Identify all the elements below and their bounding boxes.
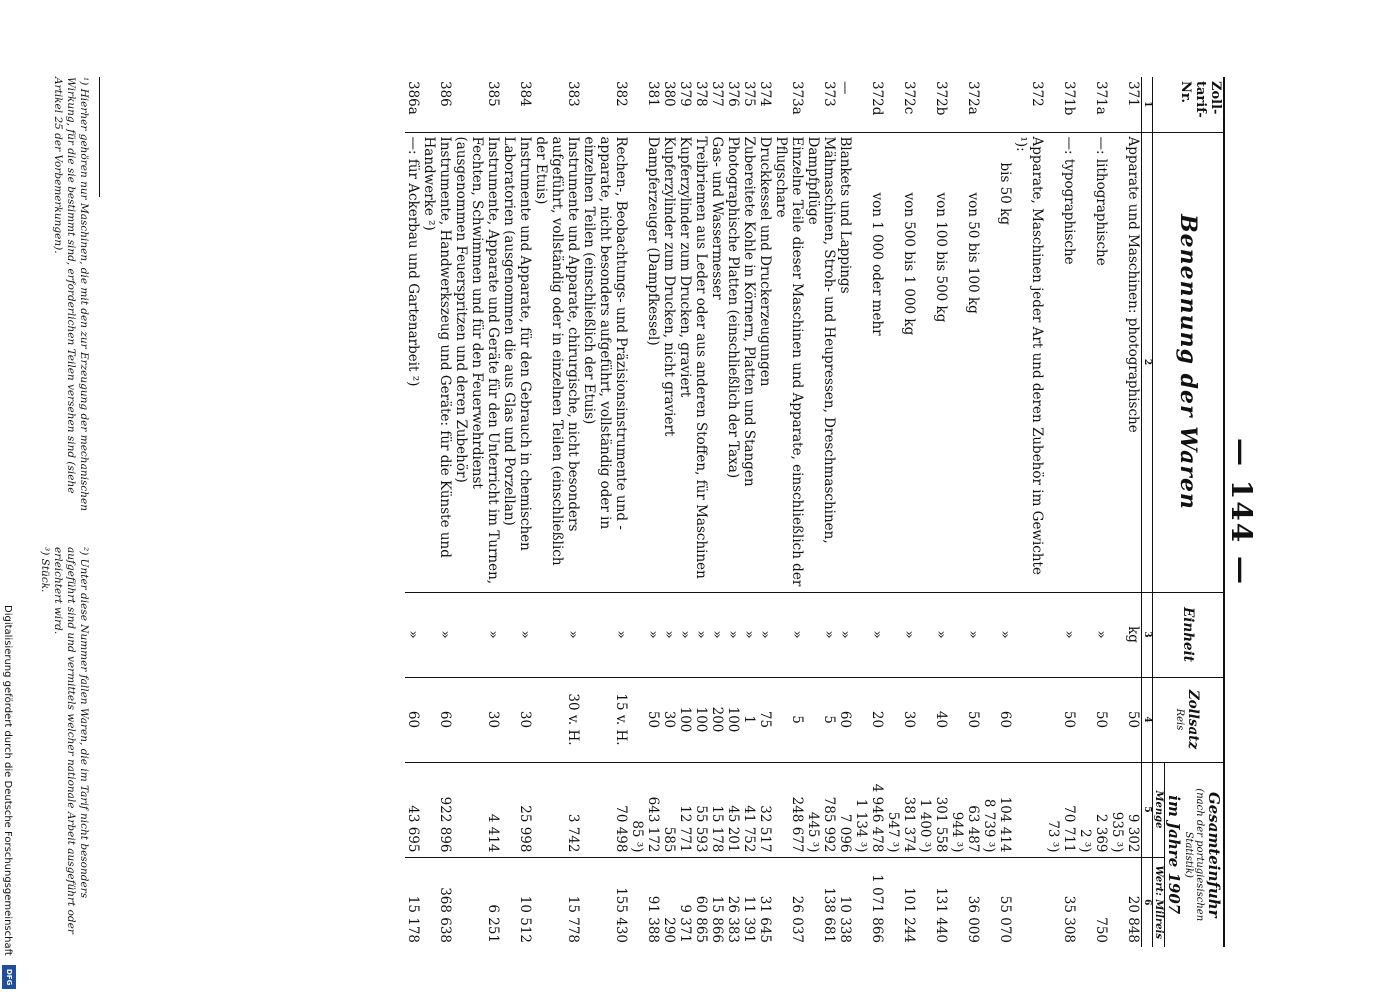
row-quantity: 381 374 547 ³) bbox=[885, 762, 917, 857]
colnum-6: 6 bbox=[1142, 857, 1153, 947]
row-value: 368 638 bbox=[421, 857, 453, 947]
row-value: 11 391 bbox=[741, 857, 757, 947]
row-nr: 384 bbox=[517, 81, 533, 107]
header-import-year: im Jahre 1907 bbox=[1165, 795, 1183, 915]
row-value: 60 865 bbox=[693, 857, 709, 947]
row-rate: 30 v. H. bbox=[533, 677, 581, 762]
row-quantity: 70 711 73 ³) bbox=[1045, 762, 1077, 857]
row-rate: 30 bbox=[885, 677, 917, 762]
row-value: 1 071 866 bbox=[853, 857, 885, 947]
row-description: Einzelne Teile dieser Maschinen und Apparate, einschließlich der Pflugschare bbox=[773, 132, 805, 592]
table-row bbox=[533, 77, 581, 947]
row-rate: 100 bbox=[693, 677, 709, 762]
row-quantity: 43 695 bbox=[405, 762, 421, 857]
row-quantity: 301 558 1 400 ³) bbox=[917, 762, 949, 857]
tariff-table bbox=[405, 77, 1225, 947]
row-nr: 386 bbox=[437, 81, 453, 107]
row-nr: 380 bbox=[661, 81, 677, 107]
row-value: 750 bbox=[1077, 857, 1109, 947]
row-nr: 372 bbox=[1029, 81, 1045, 107]
row-quantity bbox=[1013, 762, 1045, 857]
row-rate: 30 bbox=[501, 677, 533, 762]
row-unit: » bbox=[885, 592, 917, 677]
row-rate: 75 bbox=[757, 677, 773, 762]
row-unit: » bbox=[757, 592, 773, 677]
header-nr: Zoll- tarif- Nr. bbox=[1153, 77, 1225, 132]
table-row bbox=[677, 77, 693, 947]
table-row bbox=[629, 77, 661, 947]
table-row bbox=[981, 77, 1013, 947]
row-value: 155 430 bbox=[581, 857, 629, 947]
row-quantity: 922 896 bbox=[421, 762, 453, 857]
row-unit: » bbox=[949, 592, 981, 677]
table-row bbox=[501, 77, 533, 947]
row-value: 20 848 bbox=[1109, 857, 1142, 947]
table-row bbox=[693, 77, 709, 947]
row-value: 6 251 bbox=[453, 857, 501, 947]
table-row bbox=[853, 77, 885, 947]
row-nr: 375 bbox=[741, 81, 757, 107]
row-value: 10 512 bbox=[501, 857, 533, 947]
row-nr: 379 bbox=[677, 81, 693, 107]
row-quantity: 4 414 bbox=[453, 762, 501, 857]
table-body bbox=[405, 77, 1142, 947]
row-unit: » bbox=[661, 592, 677, 677]
row-value: 55 070 bbox=[981, 857, 1013, 947]
row-value: 138 681 bbox=[805, 857, 837, 947]
row-unit: » bbox=[453, 592, 501, 677]
row-nr: 385 bbox=[485, 81, 501, 107]
row-description: Instrumente, Handwerkszeug und Geräte: für die Künste und Handwerke ²) bbox=[421, 132, 453, 592]
row-nr: 374 bbox=[757, 81, 773, 107]
row-quantity: 2 369 2 ³) bbox=[1077, 762, 1109, 857]
table-row bbox=[1077, 77, 1109, 947]
table-row bbox=[581, 77, 629, 947]
row-description: Gas- und Wassermesser bbox=[709, 132, 725, 592]
row-nr: 372b bbox=[933, 81, 949, 116]
row-quantity: 4 946 478 1 134 ³) bbox=[853, 762, 885, 857]
row-quantity: 104 414 8 739 ³) bbox=[981, 762, 1013, 857]
row-rate: 100 bbox=[677, 677, 693, 762]
header-import-sub: (nach der portugiesischen Statistik) bbox=[1183, 788, 1205, 922]
table-row bbox=[949, 77, 981, 947]
row-value: 26 037 bbox=[773, 857, 805, 947]
row-rate: 60 bbox=[837, 677, 853, 762]
row-description: Druckkessel und Druckerzeugungen bbox=[757, 132, 773, 592]
row-value: 35 308 bbox=[1045, 857, 1077, 947]
row-description: Kupferzylinder zum Drucken, graviert bbox=[677, 132, 693, 592]
row-rate: 50 bbox=[629, 677, 661, 762]
row-description: Photographische Platten (einschließlich der Taxa) bbox=[725, 132, 741, 592]
row-nr: — bbox=[837, 81, 853, 95]
colnum-3: 3 bbox=[1142, 592, 1153, 677]
row-rate: 100 bbox=[725, 677, 741, 762]
header-import-title: Gesamteinfuhr bbox=[1205, 791, 1223, 918]
row-value: 131 440 bbox=[917, 857, 949, 947]
row-nr: 381 bbox=[645, 81, 661, 107]
row-rate: 60 bbox=[981, 677, 1013, 762]
row-unit: » bbox=[709, 592, 725, 677]
row-description: Mähmaschinen, Stroh- und Heupressen, Dreschmaschinen, Dampfpflüge bbox=[805, 132, 837, 592]
table-row bbox=[421, 77, 453, 947]
table-row bbox=[741, 77, 757, 947]
header-rate-label: Zollsatz bbox=[1185, 689, 1202, 750]
row-unit: » bbox=[805, 592, 837, 677]
rotated-page bbox=[0, 42, 1270, 982]
row-rate: 60 bbox=[405, 677, 421, 762]
row-rate: 20 bbox=[853, 677, 885, 762]
row-unit: » bbox=[405, 592, 421, 677]
row-unit: » bbox=[853, 592, 885, 677]
row-unit: kg bbox=[1109, 592, 1142, 677]
row-quantity: 12 771 bbox=[677, 762, 693, 857]
row-nr: 371b bbox=[1061, 81, 1077, 116]
row-value: 15 178 bbox=[405, 857, 421, 947]
header-rate bbox=[1153, 677, 1225, 762]
row-nr bbox=[981, 77, 1013, 132]
header-quantity: Menge bbox=[1153, 762, 1165, 857]
row-description: Instrumente, Apparate und Geräte für den Unterricht im Turnen, Fechten, Schwimmen und für den Feuerwehrdienst (ausgenommen Feuerspritzen und deren Zubehör) bbox=[453, 132, 501, 592]
table-row bbox=[773, 77, 805, 947]
row-rate: 30 bbox=[453, 677, 501, 762]
row-quantity: 7 096 bbox=[837, 762, 853, 857]
table-row bbox=[661, 77, 677, 947]
row-nr: 377 bbox=[709, 81, 725, 107]
row-rate: 1 bbox=[741, 677, 757, 762]
row-nr: 382 bbox=[613, 81, 629, 107]
row-rate: 200 bbox=[709, 677, 725, 762]
row-rate: 50 bbox=[1109, 677, 1142, 762]
row-description: Blankets und Lappings bbox=[837, 132, 853, 592]
row-rate: 15 v. H. bbox=[581, 677, 629, 762]
header-description: Benennung der Waren bbox=[1153, 132, 1225, 592]
row-unit: » bbox=[917, 592, 949, 677]
row-value: 91 388 bbox=[629, 857, 661, 947]
row-rate: 50 bbox=[949, 677, 981, 762]
row-nr: 371 bbox=[1125, 81, 1141, 107]
table-row bbox=[725, 77, 741, 947]
row-rate: 40 bbox=[917, 677, 949, 762]
table-row bbox=[1109, 77, 1142, 947]
header-import bbox=[1165, 762, 1225, 947]
row-unit: » bbox=[629, 592, 661, 677]
row-description: Instrumente und Apparate, chirurgische, nicht besonders aufgeführt, vollständig oder in einzelnen Teilen (einschließlich der Etuis) bbox=[533, 132, 581, 592]
row-unit: » bbox=[1077, 592, 1109, 677]
row-value: 15 866 bbox=[709, 857, 725, 947]
footnote-2: ²) Unter diese Nummer fallen Waren, die im Tarif nicht besonders aufgeführt sind und vermittels welcher nationale Arbeit ausgeführt oder erleichtert wird. bbox=[52, 547, 90, 934]
row-unit: » bbox=[533, 592, 581, 677]
row-nr: 378 bbox=[693, 81, 709, 107]
row-nr: 383 bbox=[565, 81, 581, 107]
row-rate: 50 bbox=[1045, 677, 1077, 762]
row-value: 290 bbox=[661, 857, 677, 947]
row-value: 31 645 bbox=[757, 857, 773, 947]
row-unit: » bbox=[1045, 592, 1077, 677]
row-unit: » bbox=[725, 592, 741, 677]
table-row bbox=[709, 77, 725, 947]
row-quantity: 25 998 bbox=[501, 762, 533, 857]
row-quantity: 32 517 bbox=[757, 762, 773, 857]
table-row bbox=[1013, 77, 1045, 947]
row-nr: 386a bbox=[405, 81, 421, 115]
row-quantity: 70 498 bbox=[581, 762, 629, 857]
row-description: von 1 000 oder mehr bbox=[853, 132, 885, 592]
table-row bbox=[453, 77, 501, 947]
row-description: —: typographische bbox=[1045, 132, 1077, 592]
row-quantity: 41 752 bbox=[741, 762, 757, 857]
row-value: 15 778 bbox=[533, 857, 581, 947]
row-quantity: 9 302 935 ³) bbox=[1109, 762, 1142, 857]
row-unit: » bbox=[837, 592, 853, 677]
row-nr: 372d bbox=[869, 81, 885, 116]
row-unit: » bbox=[773, 592, 805, 677]
colnum-4: 4 bbox=[1142, 677, 1153, 762]
header-rate-sub: Reis bbox=[1174, 708, 1186, 731]
table-row bbox=[885, 77, 917, 947]
digitization-credit: Digitalisierung gefördert durch die Deutsche Forschungsgemeinschaft bbox=[2, 605, 13, 956]
row-quantity: 585 bbox=[661, 762, 677, 857]
row-quantity: 248 677 bbox=[773, 762, 805, 857]
table-row bbox=[405, 77, 421, 947]
row-quantity: 63 487 944 ³) bbox=[949, 762, 981, 857]
row-unit: » bbox=[421, 592, 453, 677]
row-rate: 50 bbox=[1077, 677, 1109, 762]
header-value: Wert: Milreis bbox=[1153, 857, 1165, 947]
row-description: von 100 bis 500 kg bbox=[917, 132, 949, 592]
row-description: Apparate, Maschinen jeder Art und deren Zubehör im Gewichte ¹): bbox=[1013, 132, 1045, 592]
row-description: von 50 bis 100 kg bbox=[949, 132, 981, 592]
row-description: Kupferzylinder zum Drucken, nicht graviert bbox=[661, 132, 677, 592]
row-quantity: 15 178 bbox=[709, 762, 725, 857]
row-quantity: 785 992 445 ³) bbox=[805, 762, 837, 857]
table-row bbox=[917, 77, 949, 947]
row-rate bbox=[1013, 677, 1045, 762]
row-value: 101 244 bbox=[885, 857, 917, 947]
row-quantity: 55 593 bbox=[693, 762, 709, 857]
row-rate: 5 bbox=[805, 677, 837, 762]
row-unit: » bbox=[581, 592, 629, 677]
row-unit: » bbox=[677, 592, 693, 677]
row-rate: 5 bbox=[773, 677, 805, 762]
row-unit: » bbox=[501, 592, 533, 677]
row-description: bis 50 kg bbox=[981, 132, 1013, 592]
row-description: Apparate und Maschinen: photographische bbox=[1109, 132, 1142, 592]
colnum-2: 2 bbox=[1142, 132, 1153, 592]
row-unit: » bbox=[693, 592, 709, 677]
header-unit: Einheit bbox=[1153, 592, 1225, 677]
row-unit: » bbox=[981, 592, 1013, 677]
footnote-2-3 bbox=[38, 547, 90, 947]
row-rate: 30 bbox=[661, 677, 677, 762]
row-value: 10 338 bbox=[837, 857, 853, 947]
colnum-5: 5 bbox=[1142, 762, 1153, 857]
table-row bbox=[757, 77, 773, 947]
row-nr: 371a bbox=[1093, 81, 1109, 115]
row-value: 36 009 bbox=[949, 857, 981, 947]
row-nr: 376 bbox=[725, 81, 741, 107]
row-rate: 60 bbox=[421, 677, 453, 762]
row-description: Rechen-, Beobachtungs- und Präzisionsinstrumente und -apparate, nicht besonders aufgeführt, vollständig oder in einzelnen Teilen (einschließlich der Etuis) bbox=[581, 132, 629, 592]
row-quantity: 45 201 bbox=[725, 762, 741, 857]
row-nr: 372a bbox=[965, 81, 981, 115]
row-unit: » bbox=[741, 592, 757, 677]
row-quantity: 3 742 bbox=[533, 762, 581, 857]
footnote-3: ³) Stück. bbox=[39, 547, 51, 593]
page-number: — 144 — bbox=[1225, 438, 1258, 586]
footnote-1: ¹) Hierher gehören nur Maschinen, die mit den zur Erzeugung der mechanischen Wirkung, für die sie bestimmt sind, erforderlichen Teilen versehen sind (siehe Artikel 25 der Vorbemerkungen). bbox=[52, 77, 90, 511]
row-description: Instrumente und Apparate, für den Gebrauch in chemischen Laboratorien (ausgenommen die aus Glas und Porzellan) bbox=[501, 132, 533, 592]
row-description: Treibriemen aus Leder oder aus anderen Stoffen, für Maschinen bbox=[693, 132, 709, 592]
row-unit bbox=[1013, 592, 1045, 677]
table-row bbox=[837, 77, 853, 947]
row-nr: 373a bbox=[789, 81, 805, 115]
row-value: 9 371 bbox=[677, 857, 693, 947]
footnote-separator bbox=[99, 77, 100, 197]
table-row bbox=[805, 77, 837, 947]
row-nr: 372c bbox=[901, 81, 917, 115]
row-quantity: 643 172 85 ³) bbox=[629, 762, 661, 857]
dfg-logo: DFG bbox=[2, 965, 16, 989]
table-row bbox=[1045, 77, 1077, 947]
row-nr: 373 bbox=[821, 81, 837, 107]
row-value bbox=[1013, 857, 1045, 947]
colnum-1: 1 bbox=[1142, 77, 1153, 132]
row-description: von 500 bis 1 000 kg bbox=[885, 132, 917, 592]
row-description: —: lithographische bbox=[1077, 132, 1109, 592]
row-description: Dampferzeuger (Dampfkessel) bbox=[629, 132, 661, 592]
row-description: —: für Ackerbau und Gartenarbeit ²) bbox=[405, 132, 421, 592]
row-value: 26 383 bbox=[725, 857, 741, 947]
row-description: Zubereitete Kohle in Körnern, Platten und Stangen bbox=[741, 132, 757, 592]
